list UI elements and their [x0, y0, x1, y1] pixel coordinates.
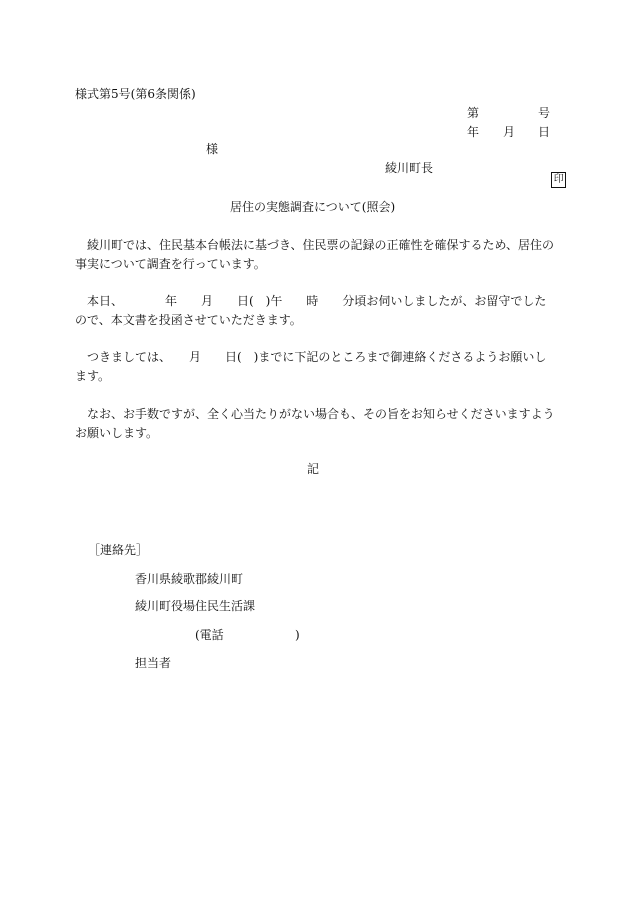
paragraph-text: 本日、 年 月 日( )午 時 分頃お伺いしましたが、お留守でしたので、本文書を投函させていただきます。 — [75, 294, 547, 327]
contact-person: 担当者 — [135, 656, 172, 670]
paragraph-1 — [75, 236, 555, 273]
paragraph-2 — [75, 292, 555, 329]
paragraph-3 — [75, 348, 555, 385]
doc-number-prefix: 第 — [467, 106, 480, 120]
contact-heading: ［連絡先］ — [88, 543, 149, 557]
paragraph-4 — [75, 405, 555, 442]
seal-mark — [536, 160, 566, 200]
date-year: 年 — [467, 125, 480, 139]
document-title: 居住の実態調査について(照会) — [230, 200, 396, 214]
paragraph-text: なお、お手数ですが、全く心当たりがない場合も、その旨をお知らせくださいますようお願いします。 — [75, 407, 555, 440]
form-label: 様式第5号(第6条関係) — [75, 87, 196, 101]
paragraph-text: 綾川町では、住民基本台帳法に基づき、住民票の記録の正確性を確保するため、居住の事実について調査を行っています。 — [75, 238, 555, 271]
contact-phone-open: (電話 — [195, 628, 224, 642]
date-day: 日 — [538, 125, 551, 139]
paragraph-text: つきましては、 月 日( )までに下記のところまで御連絡くださるようお願いします。 — [75, 350, 547, 383]
seal-text: 印 — [551, 172, 566, 188]
contact-department: 綾川町役場住民生活課 — [135, 599, 256, 613]
date-month: 月 — [503, 125, 516, 139]
contact-address: 香川県綾歌郡綾川町 — [135, 572, 244, 586]
addressee-suffix: 様 — [206, 142, 219, 156]
sender-name: 綾川町長 — [385, 161, 434, 175]
ki-heading: 記 — [307, 462, 320, 476]
doc-number-suffix: 号 — [538, 106, 551, 120]
contact-phone-close: ) — [295, 628, 300, 642]
